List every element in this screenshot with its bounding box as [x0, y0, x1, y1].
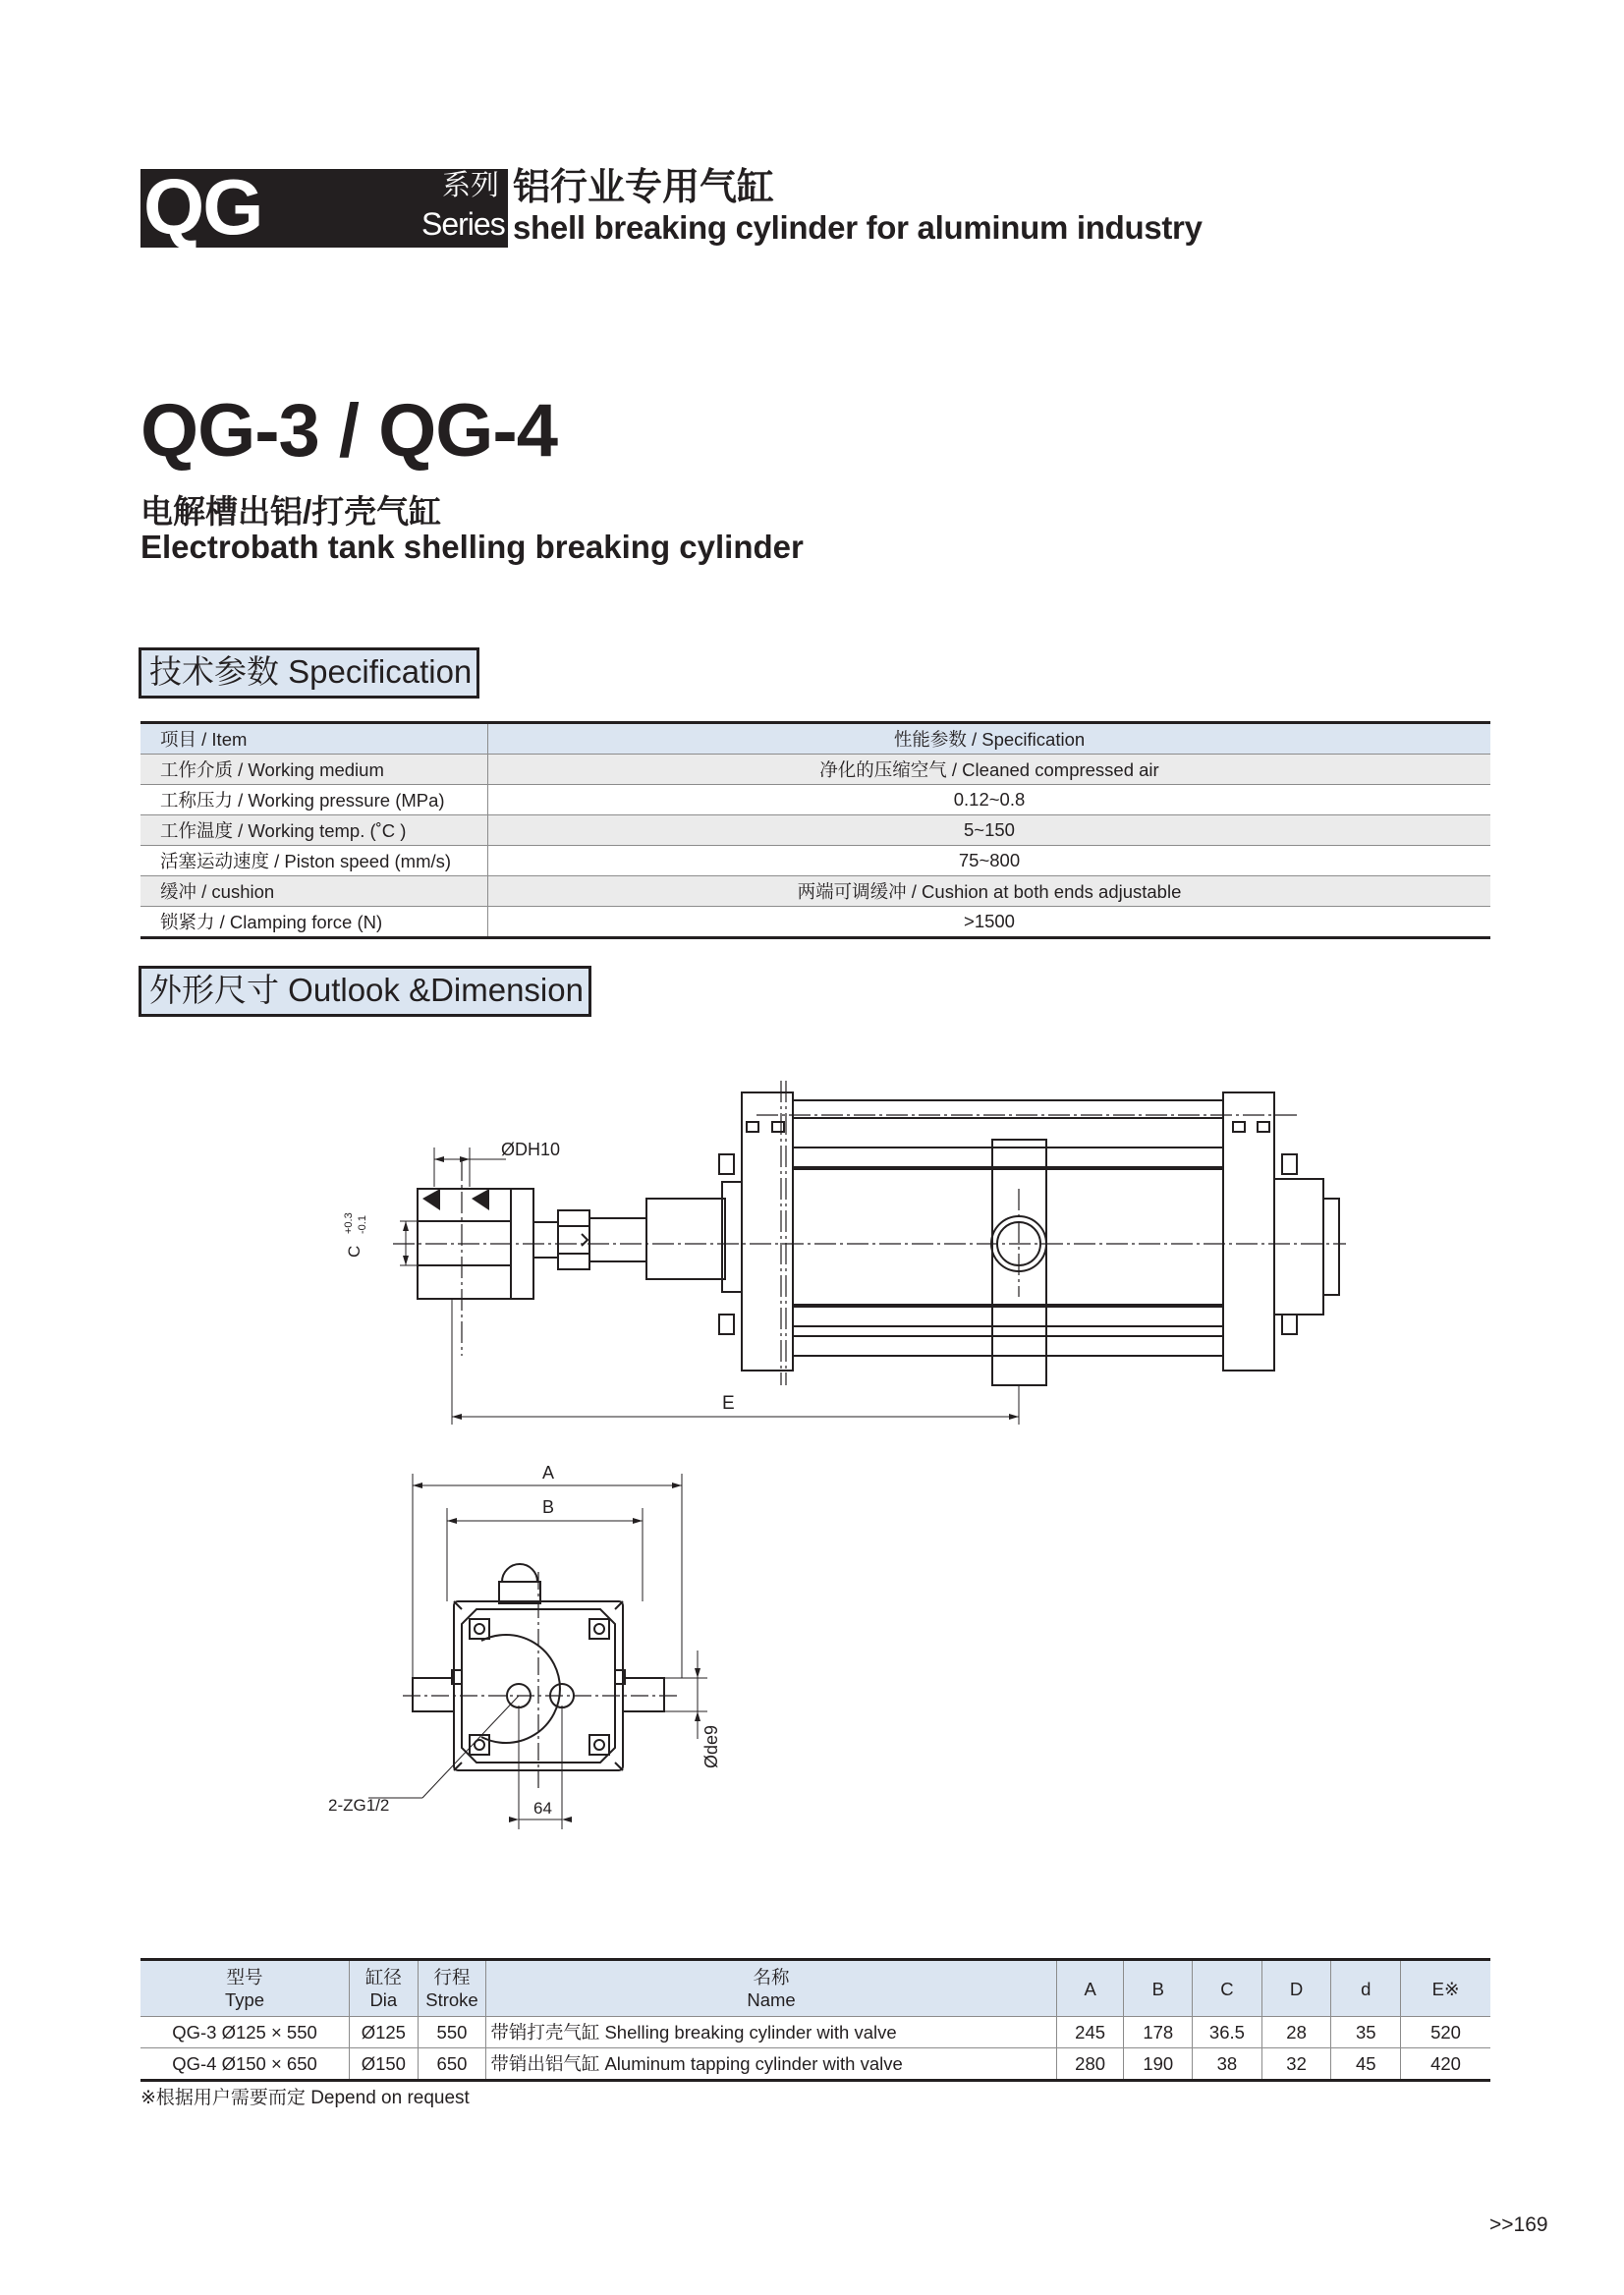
- cell-d-lower: 35: [1331, 2017, 1401, 2048]
- col-type-en: Type: [224, 1989, 265, 2010]
- spec-item: 工作介质 / Working medium: [140, 755, 488, 785]
- dimension-section-heading: 外形尺寸 Outlook &Dimension: [139, 966, 591, 1017]
- spec-header-row: [140, 723, 1490, 755]
- series-label-en: Series: [421, 206, 505, 242]
- col-a: A: [1056, 1960, 1124, 2017]
- cell-d-upper: 28: [1261, 2017, 1331, 2048]
- cell-type: QG-4 Ø150 × 650: [140, 2048, 350, 2081]
- clevis-c-label: C: [345, 1245, 364, 1258]
- spec-value: 净化的压缩空气 / Cleaned compressed air: [488, 755, 1491, 785]
- clevis-tol-lower: -0.1: [357, 1215, 368, 1234]
- cell-dia: Ø125: [350, 2017, 419, 2048]
- cylinder-end-view-drawing: [295, 1454, 786, 1847]
- cell-a: 245: [1056, 2017, 1124, 2048]
- col-name-en: Name: [747, 1989, 796, 2010]
- header-title-cn: 铝行业专用气缸: [513, 167, 775, 208]
- series-code: QG: [143, 163, 262, 251]
- cell-dia: Ø150: [350, 2048, 419, 2081]
- cell-name: 带销出铝气缸 Aluminum tapping cylinder with valve: [486, 2048, 1056, 2081]
- product-subtitle-cn: 电解槽出铝/打壳气缸: [140, 493, 442, 530]
- col-e: E※: [1401, 1960, 1490, 2017]
- spec-row: [140, 876, 1490, 907]
- table-row: [140, 2017, 1490, 2048]
- cell-c: 38: [1193, 2048, 1262, 2081]
- spec-item: 缓冲 / cushion: [140, 876, 488, 907]
- header-title-en: shell breaking cylinder for aluminum industry: [513, 209, 1203, 246]
- cell-c: 36.5: [1193, 2017, 1262, 2048]
- cell-b: 178: [1124, 2017, 1193, 2048]
- dimension-footnote: ※根据用户需要而定 Depend on request: [140, 2088, 470, 2108]
- series-label-cn: 系列: [442, 170, 500, 201]
- col-dia-cn: 缸径: [364, 1967, 402, 1987]
- port-spacing-label: 64: [533, 1799, 552, 1818]
- spec-item: 工作温度 / Working temp. (˚C ): [140, 815, 488, 846]
- spec-value: 75~800: [488, 846, 1491, 876]
- cell-e: 420: [1401, 2048, 1490, 2081]
- width-a-label: A: [542, 1463, 555, 1483]
- shaft-dia-label: Øde9: [701, 1724, 721, 1768]
- spec-value: 0.12~0.8: [488, 785, 1491, 815]
- col-stroke-en: Stroke: [425, 1989, 478, 2010]
- spec-table: [140, 721, 1490, 939]
- col-d-upper: D: [1261, 1960, 1331, 2017]
- spec-row: [140, 755, 1490, 785]
- width-b-label: B: [542, 1497, 555, 1517]
- col-b: B: [1124, 1960, 1193, 2017]
- model-title: QG-3 / QG-4: [140, 389, 557, 473]
- dimension-header-row: [140, 1960, 1490, 2017]
- spec-item: 活塞运动速度 / Piston speed (mm/s): [140, 846, 488, 876]
- cell-d-upper: 32: [1261, 2048, 1331, 2081]
- spec-header-item: 项目 / Item: [140, 723, 488, 755]
- col-type-cn: 型号: [226, 1967, 263, 1987]
- port-label: 2-ZG1/2: [328, 1796, 390, 1815]
- spec-section-heading: 技术参数 Specification: [139, 647, 479, 699]
- cylinder-side-view-drawing: [295, 1061, 1375, 1454]
- col-c: C: [1193, 1960, 1262, 2017]
- col-name: [486, 1960, 1056, 2017]
- spec-header-value: 性能参数 / Specification: [488, 723, 1491, 755]
- cell-stroke: 550: [418, 2017, 486, 2048]
- cell-type: QG-3 Ø125 × 550: [140, 2017, 350, 2048]
- cell-a: 280: [1056, 2048, 1124, 2081]
- pin-dia-label: ØDH10: [501, 1140, 561, 1159]
- spec-value: 两端可调缓冲 / Cushion at both ends adjustable: [488, 876, 1491, 907]
- spec-item: 工称压力 / Working pressure (MPa): [140, 785, 488, 815]
- table-row: [140, 2048, 1490, 2081]
- length-e-label: E: [722, 1393, 735, 1414]
- clevis-tol-upper: +0.3: [343, 1212, 355, 1234]
- spec-row: [140, 846, 1490, 876]
- page-number: >>169: [1489, 2213, 1548, 2236]
- spec-row: [140, 907, 1490, 938]
- spec-value: >1500: [488, 907, 1491, 938]
- col-stroke-cn: 行程: [433, 1967, 471, 1987]
- col-d-lower: d: [1331, 1960, 1401, 2017]
- spec-item: 锁紧力 / Clamping force (N): [140, 907, 488, 938]
- cell-d-lower: 45: [1331, 2048, 1401, 2081]
- cell-name: 带销打壳气缸 Shelling breaking cylinder with valve: [486, 2017, 1056, 2048]
- cell-e: 520: [1401, 2017, 1490, 2048]
- col-type: [140, 1960, 350, 2017]
- col-dia: [350, 1960, 419, 2017]
- product-subtitle-en: Electrobath tank shelling breaking cylinder: [140, 529, 804, 565]
- col-dia-en: Dia: [369, 1989, 398, 2010]
- cell-stroke: 650: [418, 2048, 486, 2081]
- spec-value: 5~150: [488, 815, 1491, 846]
- col-name-cn: 名称: [753, 1967, 790, 1987]
- col-stroke: [418, 1960, 486, 2017]
- dimension-table: [140, 1958, 1490, 2082]
- cell-b: 190: [1124, 2048, 1193, 2081]
- spec-row: [140, 785, 1490, 815]
- spec-row: [140, 815, 1490, 846]
